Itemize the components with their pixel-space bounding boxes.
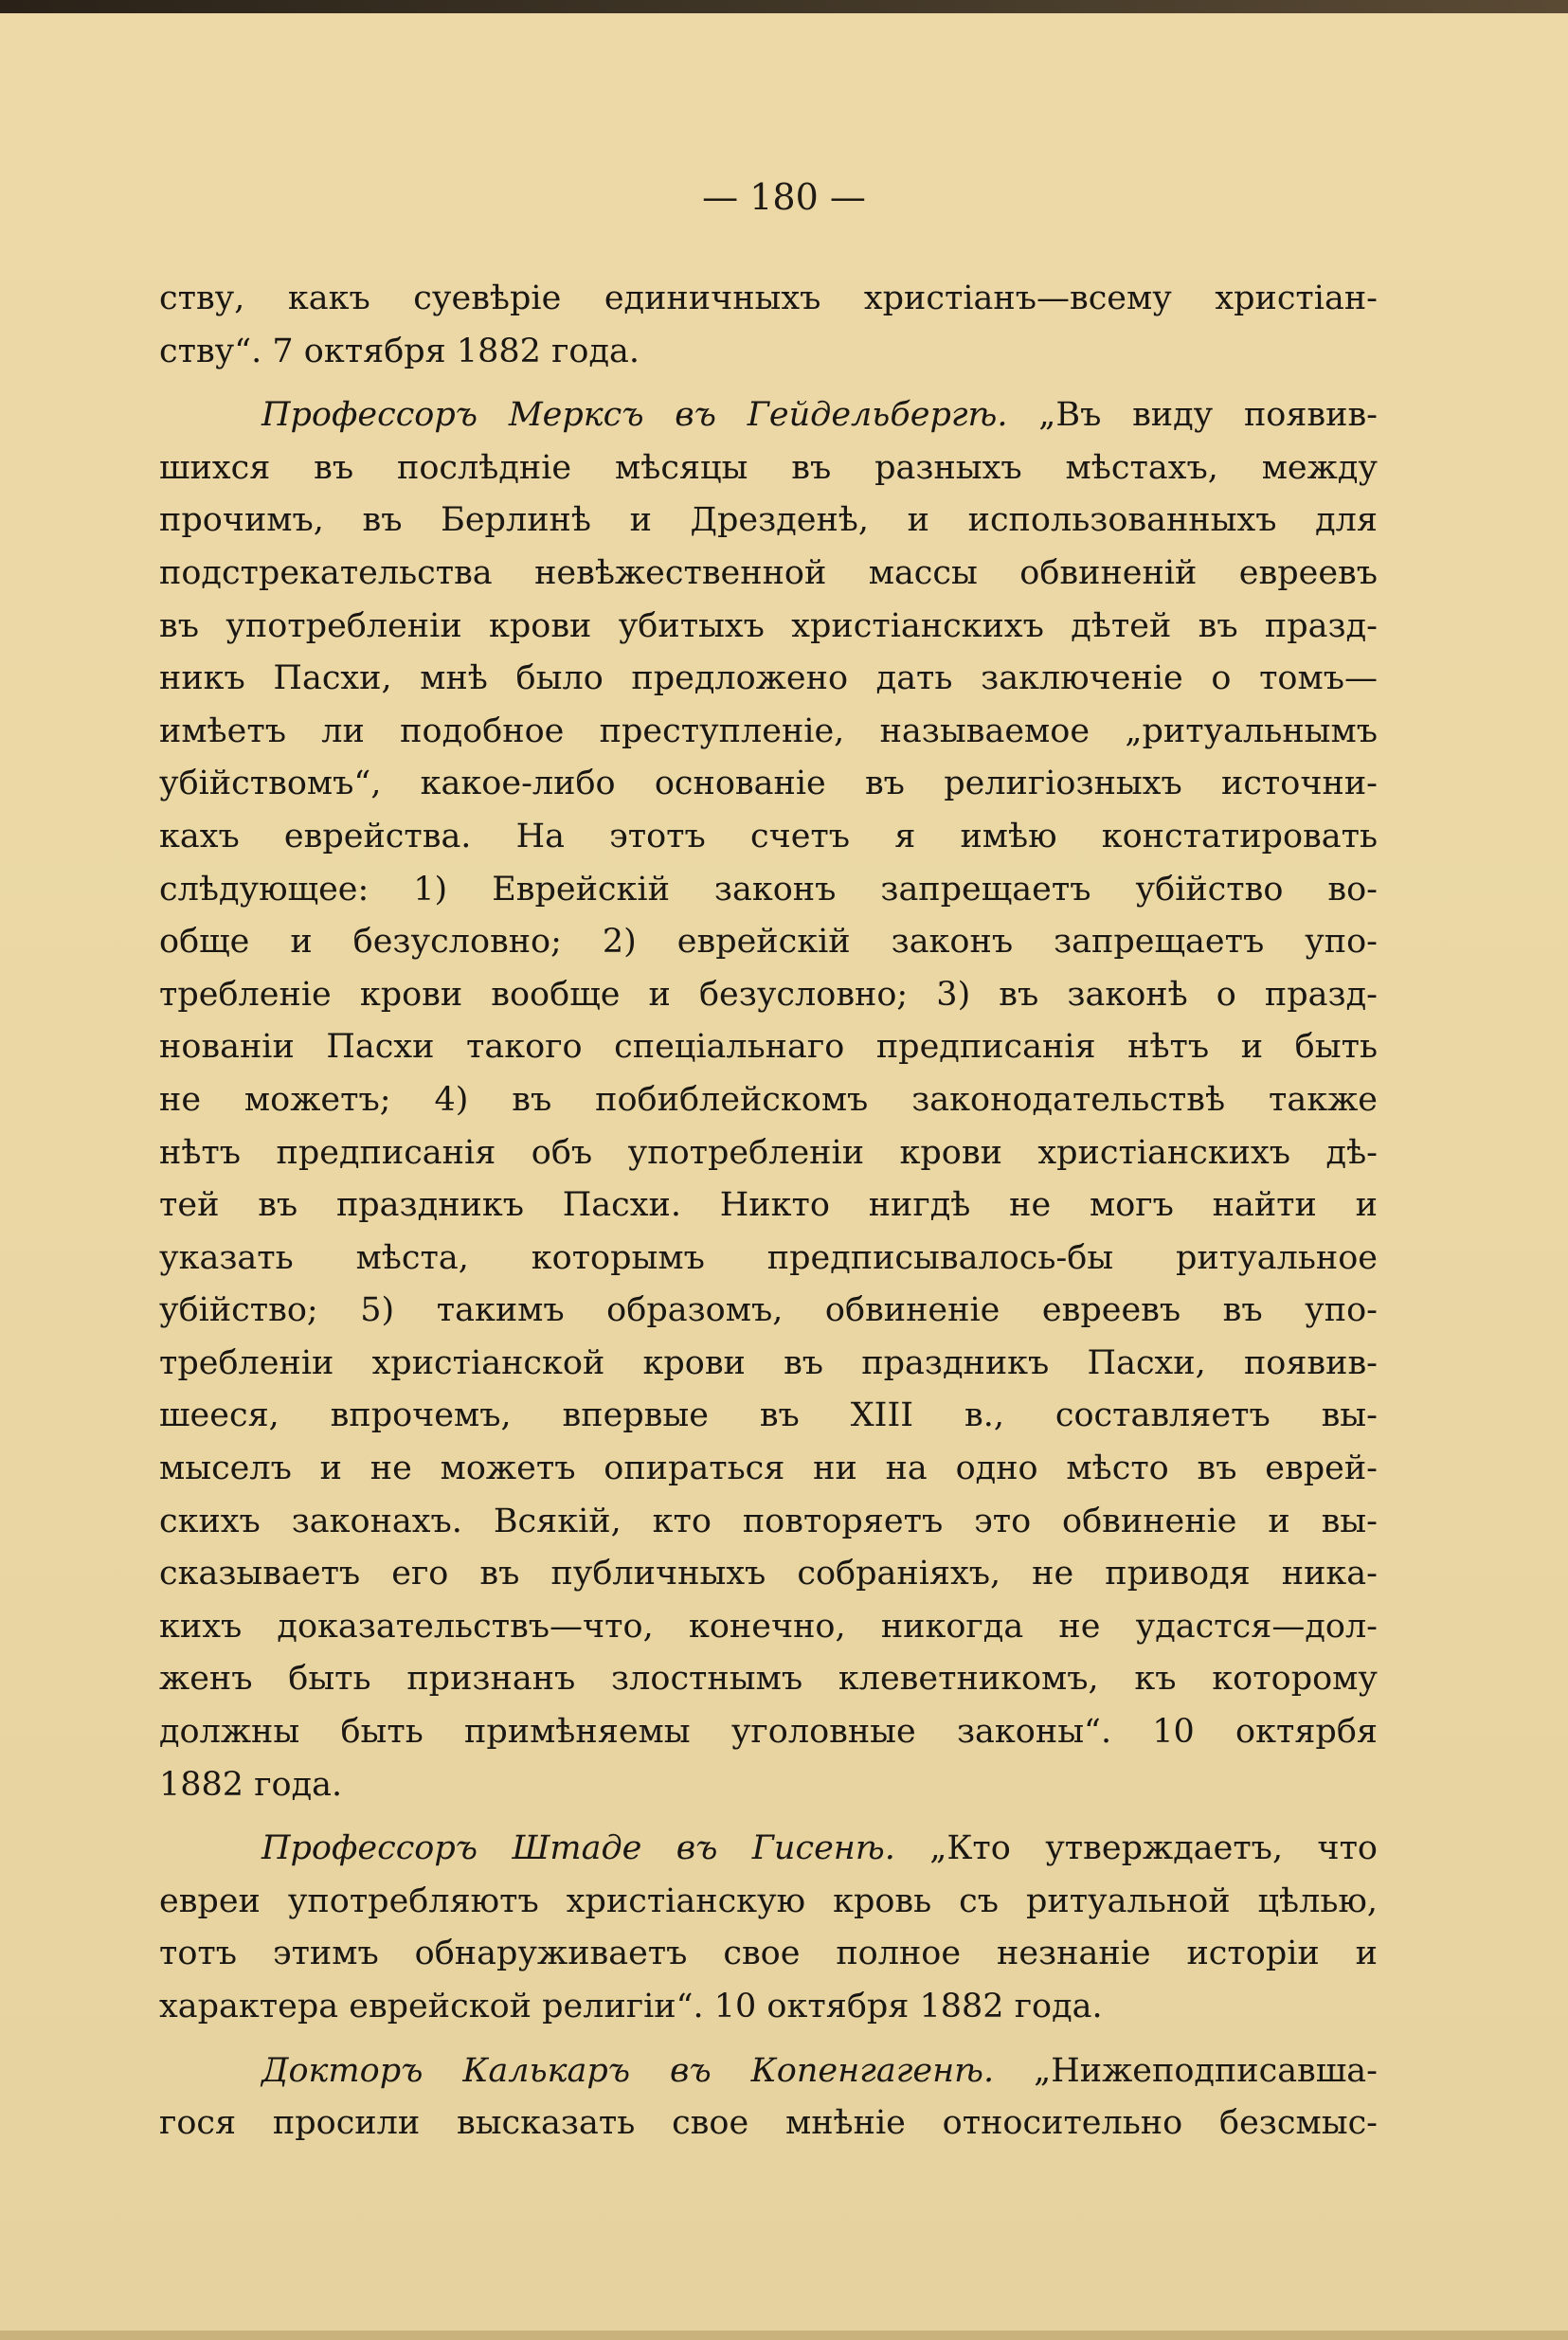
author-heading: Докторъ Калькаръ въ Копенгагенѣ.: [261, 2051, 995, 2090]
text-line: гося просили высказать свое мнѣніе относительно безсмыс-: [159, 2104, 1378, 2143]
text-line: сказываетъ его въ публичныхъ собраніяхъ, не приводя ника-: [159, 1555, 1378, 1593]
text-line: ству, какъ суевѣріе единичныхъ христіанъ—всему христіан-: [159, 279, 1378, 317]
text-line: ству“. 7 октября 1882 года.: [159, 332, 640, 370]
text-line: никъ Пасхи, мнѣ было предложено дать заключеніе о томъ—: [159, 659, 1378, 698]
text-line: Профессоръ Штаде въ Гисенѣ. „Кто утверждаетъ, что: [261, 1829, 1379, 1868]
text-line: нованіи Пасхи такого спеціальнаго предписанія нѣтъ и быть: [159, 1028, 1378, 1067]
text-line: нѣтъ предписанія объ употребленіи крови христіанскихъ дѣ-: [159, 1133, 1378, 1172]
text-line: въ употребленіи крови убитыхъ христіанскихъ дѣтей въ празд-: [159, 606, 1378, 645]
scan-top-edge: [0, 0, 1568, 13]
text-line: шихся въ послѣдніе мѣсяцы въ разныхъ мѣстахъ, между: [159, 448, 1378, 487]
text-line: слѣдующее: 1) Еврейскій законъ запрещаетъ убійство во-: [159, 870, 1378, 909]
text-line: характера еврейской религіи“. 10 октября 1882 года.: [159, 1988, 1103, 2025]
text-line: кихъ доказательствъ—что, конечно, никогда не удастся—дол-: [159, 1607, 1378, 1646]
text-line: убійствомъ“, какое-либо основаніе въ религіозныхъ источни-: [159, 765, 1378, 803]
text-line: женъ быть признанъ злостнымъ клеветникомъ, къ которому: [159, 1660, 1378, 1699]
text-line: тотъ этимъ обнаруживаетъ свое полное незнаніе исторіи и: [159, 1935, 1378, 1973]
text-line: евреи употребляютъ христіанскую кровь съ ритуальной цѣлью,: [159, 1881, 1378, 1920]
text-line: подстрекательства невѣжественной массы обвиненій евреевъ: [159, 553, 1378, 592]
text-line: мыселъ и не можетъ опираться ни на одно мѣсто въ еврей-: [159, 1449, 1378, 1488]
scan-bottom-edge: [0, 2331, 1568, 2340]
text-line: требленіе крови вообще и безусловно; 3) въ законѣ о празд-: [159, 975, 1378, 1014]
text-line: скихъ законахъ. Всякій, кто повторяетъ это обвиненіе и вы-: [159, 1502, 1378, 1540]
text-line: убійство; 5) такимъ образомъ, обвиненіе евреевъ въ упо-: [159, 1291, 1378, 1330]
author-heading: Профессоръ Мерксъ въ Гейдельбергѣ.: [261, 396, 1008, 435]
text-line: имѣетъ ли подобное преступленіе, называемое „ритуальнымъ: [159, 711, 1378, 750]
text-line: кахъ еврейства. На этотъ счетъ я имѣю констатировать: [159, 817, 1378, 855]
text-line: шееся, впрочемъ, впервые въ XIII в., составляетъ вы-: [159, 1396, 1378, 1435]
body-text: [159, 273, 1378, 2151]
text-line: прочимъ, въ Берлинѣ и Дрезденѣ, и использованныхъ для: [159, 501, 1378, 540]
text-line: Профессоръ Мерксъ въ Гейдельбергѣ. „Въ виду появив-: [261, 396, 1378, 435]
text-line: должны быть примѣняемы уголовные законы“. 10 октярбя: [159, 1713, 1378, 1752]
author-heading: Профессоръ Штаде въ Гисенѣ.: [261, 1829, 895, 1868]
text-line: Докторъ Калькаръ въ Копенгагенѣ. „Нижеподписавша-: [261, 2051, 1378, 2090]
text-line: требленіи христіанской крови въ праздникъ Пасхи, появив-: [159, 1343, 1378, 1382]
page-number: — 180 —: [702, 176, 866, 218]
text-line: указать мѣста, которымъ предписывалось-бы ритуальное: [159, 1238, 1378, 1277]
text-line: обще и безусловно; 2) еврейскій законъ запрещаетъ упо-: [159, 923, 1378, 962]
text-line: тей въ праздникъ Пасхи. Никто нигдѣ не могъ найти и: [159, 1186, 1378, 1225]
text-line: не можетъ; 4) въ побиблейскомъ законодательствѣ также: [159, 1080, 1378, 1119]
text-line: 1882 года.: [159, 1765, 343, 1804]
